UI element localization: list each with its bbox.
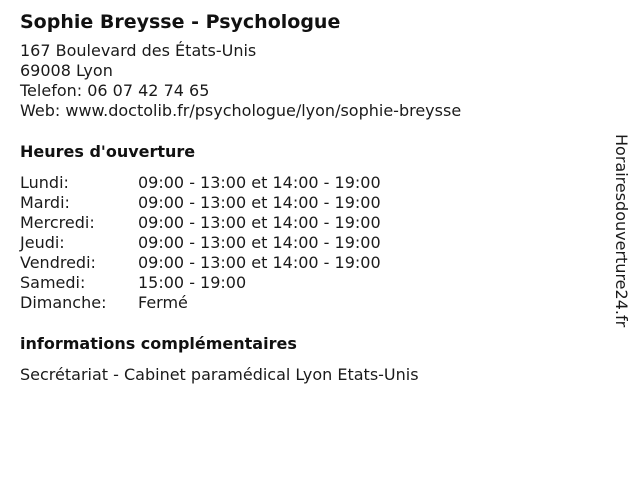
address-city: 69008 Lyon (20, 61, 113, 80)
hours-time: 09:00 - 13:00 et 14:00 - 19:00 (138, 173, 381, 192)
hours-row-thursday (20, 233, 600, 253)
hours-time: Fermé (138, 293, 188, 312)
web-line: Web: www.doctolib.fr/psychologue/lyon/sophie-breysse (20, 101, 462, 120)
opening-hours-table (20, 173, 600, 313)
address-street: 167 Boulevard des États-Unis (20, 41, 257, 60)
hours-time: 09:00 - 13:00 et 14:00 - 19:00 (138, 213, 381, 232)
hours-time: 15:00 - 19:00 (138, 273, 247, 292)
hours-day: Jeudi: (20, 233, 65, 252)
phone-line: Telefon: 06 07 42 74 65 (20, 81, 210, 100)
hours-row-sunday (20, 293, 600, 313)
hours-day: Vendredi: (20, 253, 96, 272)
opening-hours-heading: Heures d'ouverture (20, 142, 196, 161)
extra-info-text: Secrétariat - Cabinet paramédical Lyon Etats-Unis (20, 365, 419, 384)
hours-day: Mardi: (20, 193, 70, 212)
business-title: Sophie Breysse - Psychologue (20, 11, 341, 33)
hours-day: Dimanche: (20, 293, 107, 312)
hours-time: 09:00 - 13:00 et 14:00 - 19:00 (138, 253, 381, 272)
hours-row-tuesday (20, 193, 600, 213)
hours-row-saturday (20, 273, 600, 293)
hours-time: 09:00 - 13:00 et 14:00 - 19:00 (138, 193, 381, 212)
extra-info-heading: informations complémentaires (20, 334, 297, 353)
business-card (20, 10, 600, 385)
hours-row-wednesday (20, 213, 600, 233)
hours-day: Lundi: (20, 173, 69, 192)
hours-day: Mercredi: (20, 213, 95, 232)
hours-time: 09:00 - 13:00 et 14:00 - 19:00 (138, 233, 381, 252)
hours-row-monday (20, 173, 600, 193)
hours-row-friday (20, 253, 600, 273)
site-watermark: Horairesdouverture24.fr (612, 134, 631, 328)
hours-day: Samedi: (20, 273, 86, 292)
